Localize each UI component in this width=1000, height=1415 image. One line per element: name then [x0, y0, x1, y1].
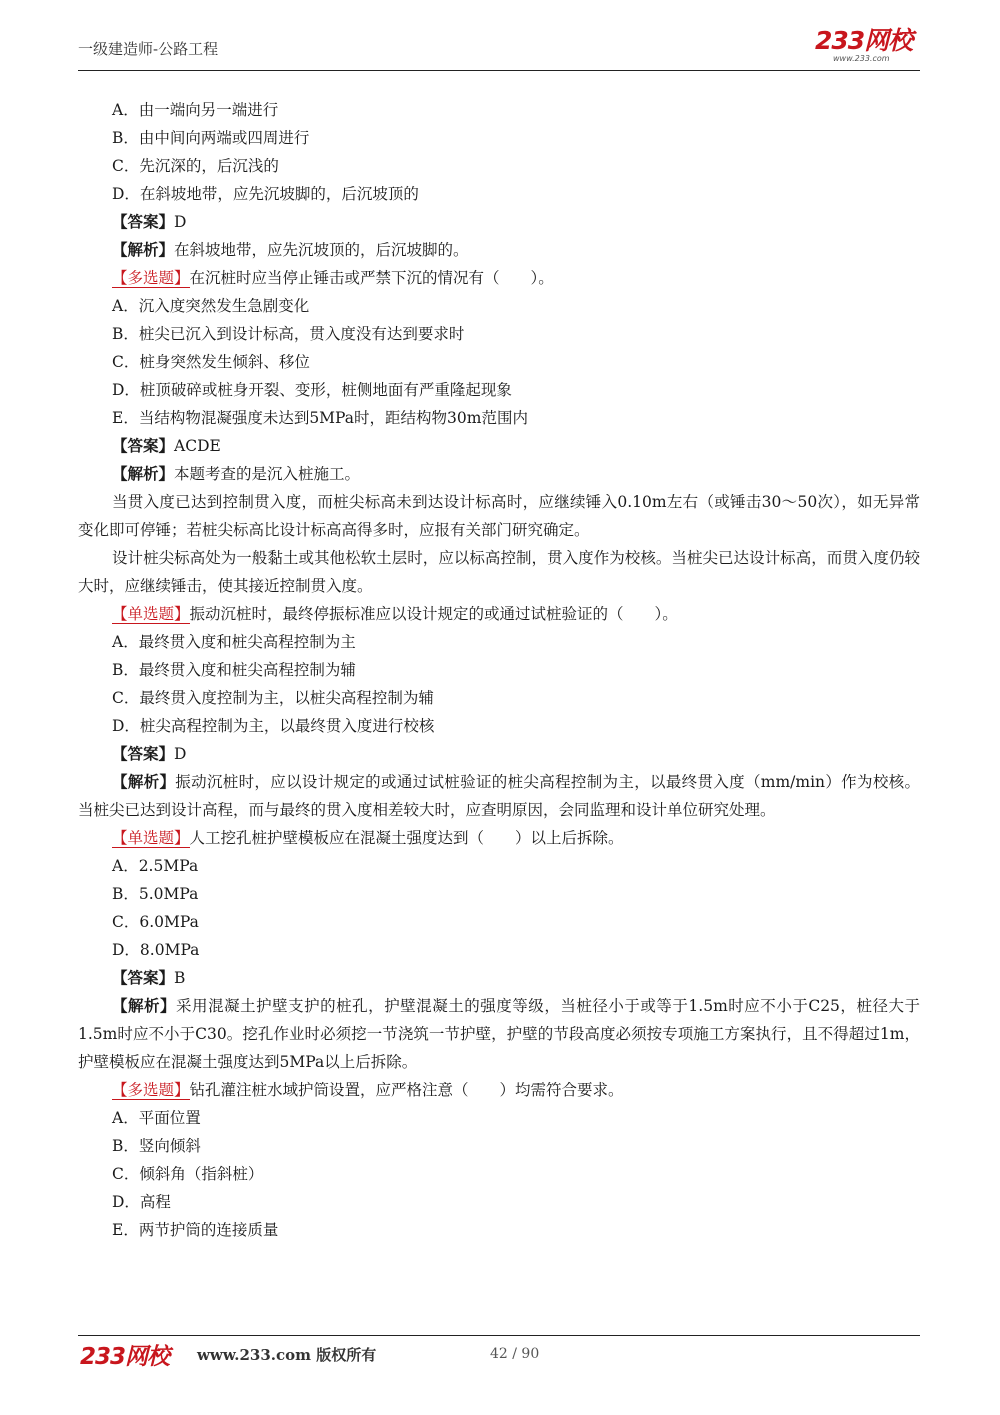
q3-option-c: C．最终贯入度控制为主，以桩尖高程控制为辅 [112, 689, 434, 707]
q1-answer [78, 208, 920, 236]
q2-option-d: D．桩顶破碎或桩身开裂、变形，桩侧地面有严重隆起现象 [112, 381, 512, 399]
question-type-tag: 【多选题】 [112, 269, 190, 287]
q3-answer [78, 740, 920, 768]
footer-divider [78, 1335, 920, 1336]
q1-option-b: B．由中间向两端或四周进行 [112, 129, 310, 147]
analysis-text: 振动沉桩时，应以设计规定的或通过试桩验证的桩尖高程控制为主，以最终贯入度（mm/min）作为校核。当桩尖已达到设计高程，而与最终的贯入度相差较大时，应查明原因，会同监理和设计单位研究处理。 [78, 773, 920, 819]
question-type-tag: 【单选题】 [112, 605, 190, 623]
analysis-text: 在斜坡地带，应先沉坡顶的，后沉坡脚的。 [174, 241, 469, 259]
q4-option-c: C．6.0MPa [112, 913, 199, 931]
answer-value: B [174, 969, 186, 987]
analysis-label: 【解析】 [112, 996, 177, 1015]
analysis-label: 【解析】 [112, 464, 175, 483]
q2-option-b: B．桩尖已沉入到设计标高，贯入度没有达到要求时 [112, 325, 465, 343]
q4-answer [78, 964, 920, 992]
question-stem: 钻孔灌注桩水域护筒设置，应严格注意（ ）均需符合要求。 [189, 1081, 624, 1099]
q2-analysis-paragraph-2: 设计桩尖标高处为一般黏土或其他松软土层时，应以标高控制，贯入度作为校核。当桩尖已达设计标高，而贯入度仍较大时，应继续锤击，使其接近控制贯入度。 [78, 549, 920, 595]
q2-option-e: E．当结构物混凝强度未达到5MPa时，距结构物30m范围内 [112, 409, 528, 427]
q5-option-d: D．高程 [112, 1193, 171, 1211]
analysis-text: 本题考查的是沉入桩施工。 [174, 465, 361, 483]
q3-stem [78, 600, 920, 628]
answer-label: 【答案】 [112, 212, 175, 231]
q3-option-a: A．最终贯入度和桩尖高程控制为主 [112, 633, 356, 651]
q3-analysis [78, 768, 920, 824]
footer-logo: 233网校 [80, 1344, 170, 1370]
q2-option-c: C．桩身突然发生倾斜、移位 [112, 353, 310, 371]
question-type-tag: 【单选题】 [112, 829, 190, 847]
answer-value: ACDE [174, 437, 221, 455]
q2-stem [78, 264, 920, 292]
q5-stem [78, 1076, 920, 1104]
q4-analysis [78, 992, 920, 1076]
q2-analysis [78, 460, 920, 488]
logo-text: 233网校 [815, 26, 913, 55]
q5-option-e: E．两节护筒的连接质量 [112, 1221, 279, 1239]
header-divider [78, 70, 920, 71]
question-type-tag: 【多选题】 [112, 1081, 190, 1099]
q2-answer [78, 432, 920, 460]
q4-option-b: B．5.0MPa [112, 885, 199, 903]
answer-label: 【答案】 [112, 744, 175, 763]
q4-option-d: D．8.0MPa [112, 941, 200, 959]
page-content [78, 96, 920, 1244]
q4-stem [78, 824, 920, 852]
q5-option-b: B．竖向倾斜 [112, 1137, 201, 1155]
question-stem: 振动沉桩时，最终停振标准应以设计规定的或通过试桩验证的（ ）。 [189, 605, 678, 623]
q5-option-a: A．平面位置 [112, 1109, 201, 1127]
header-title: 一级建造师-公路工程 [78, 40, 219, 58]
question-stem: 在沉桩时应当停止锤击或严禁下沉的情况有（ ）。 [189, 269, 554, 287]
q5-option-c: C．倾斜角（指斜桩） [112, 1165, 264, 1183]
q1-option-d: D．在斜坡地带，应先沉坡脚的，后沉坡顶的 [112, 185, 419, 203]
q1-option-c: C．先沉深的，后沉浅的 [112, 157, 279, 175]
brand-logo [815, 28, 920, 68]
question-stem: 人工挖孔桩护壁模板应在混凝土强度达到（ ）以上后拆除。 [189, 829, 624, 847]
answer-label: 【答案】 [112, 436, 175, 455]
analysis-text: 采用混凝土护壁支护的桩孔，护壁混凝土的强度等级，当桩径小于或等于1.5m时应不小于C25，桩径大于1.5m时应不小于C30。挖孔作业时必须挖一节浇筑一节护壁，护壁的节段高度必须按专项施工方案执行，且不得超过1m，护壁模板应在混凝土强度达到5MPa以上后拆除。 [78, 997, 920, 1071]
footer-copyright: www.233.com 版权所有 [197, 1346, 377, 1364]
q2-analysis-paragraph-1: 当贯入度已达到控制贯入度，而桩尖标高未到达设计标高时，应继续锤入0.10m左右（或锤击30～50次），如无异常变化即可停锤；若桩尖标高比设计标高高得多时，应报有关部门研究确定。 [78, 493, 920, 539]
page-number: 42 / 90 [490, 1346, 540, 1362]
q1-option-a: A．由一端向另一端进行 [112, 101, 279, 119]
q1-analysis [78, 236, 920, 264]
answer-value: D [174, 213, 187, 231]
answer-value: D [174, 745, 187, 763]
q2-option-a: A．沉入度突然发生急剧变化 [112, 297, 310, 315]
analysis-label: 【解析】 [112, 240, 175, 259]
logo-url: www.233.com [833, 54, 890, 63]
answer-label: 【答案】 [112, 968, 175, 987]
q4-option-a: A．2.5MPa [112, 857, 199, 875]
analysis-label: 【解析】 [112, 772, 176, 791]
q3-option-d: D．桩尖高程控制为主，以最终贯入度进行校核 [112, 717, 435, 735]
q3-option-b: B．最终贯入度和桩尖高程控制为辅 [112, 661, 356, 679]
